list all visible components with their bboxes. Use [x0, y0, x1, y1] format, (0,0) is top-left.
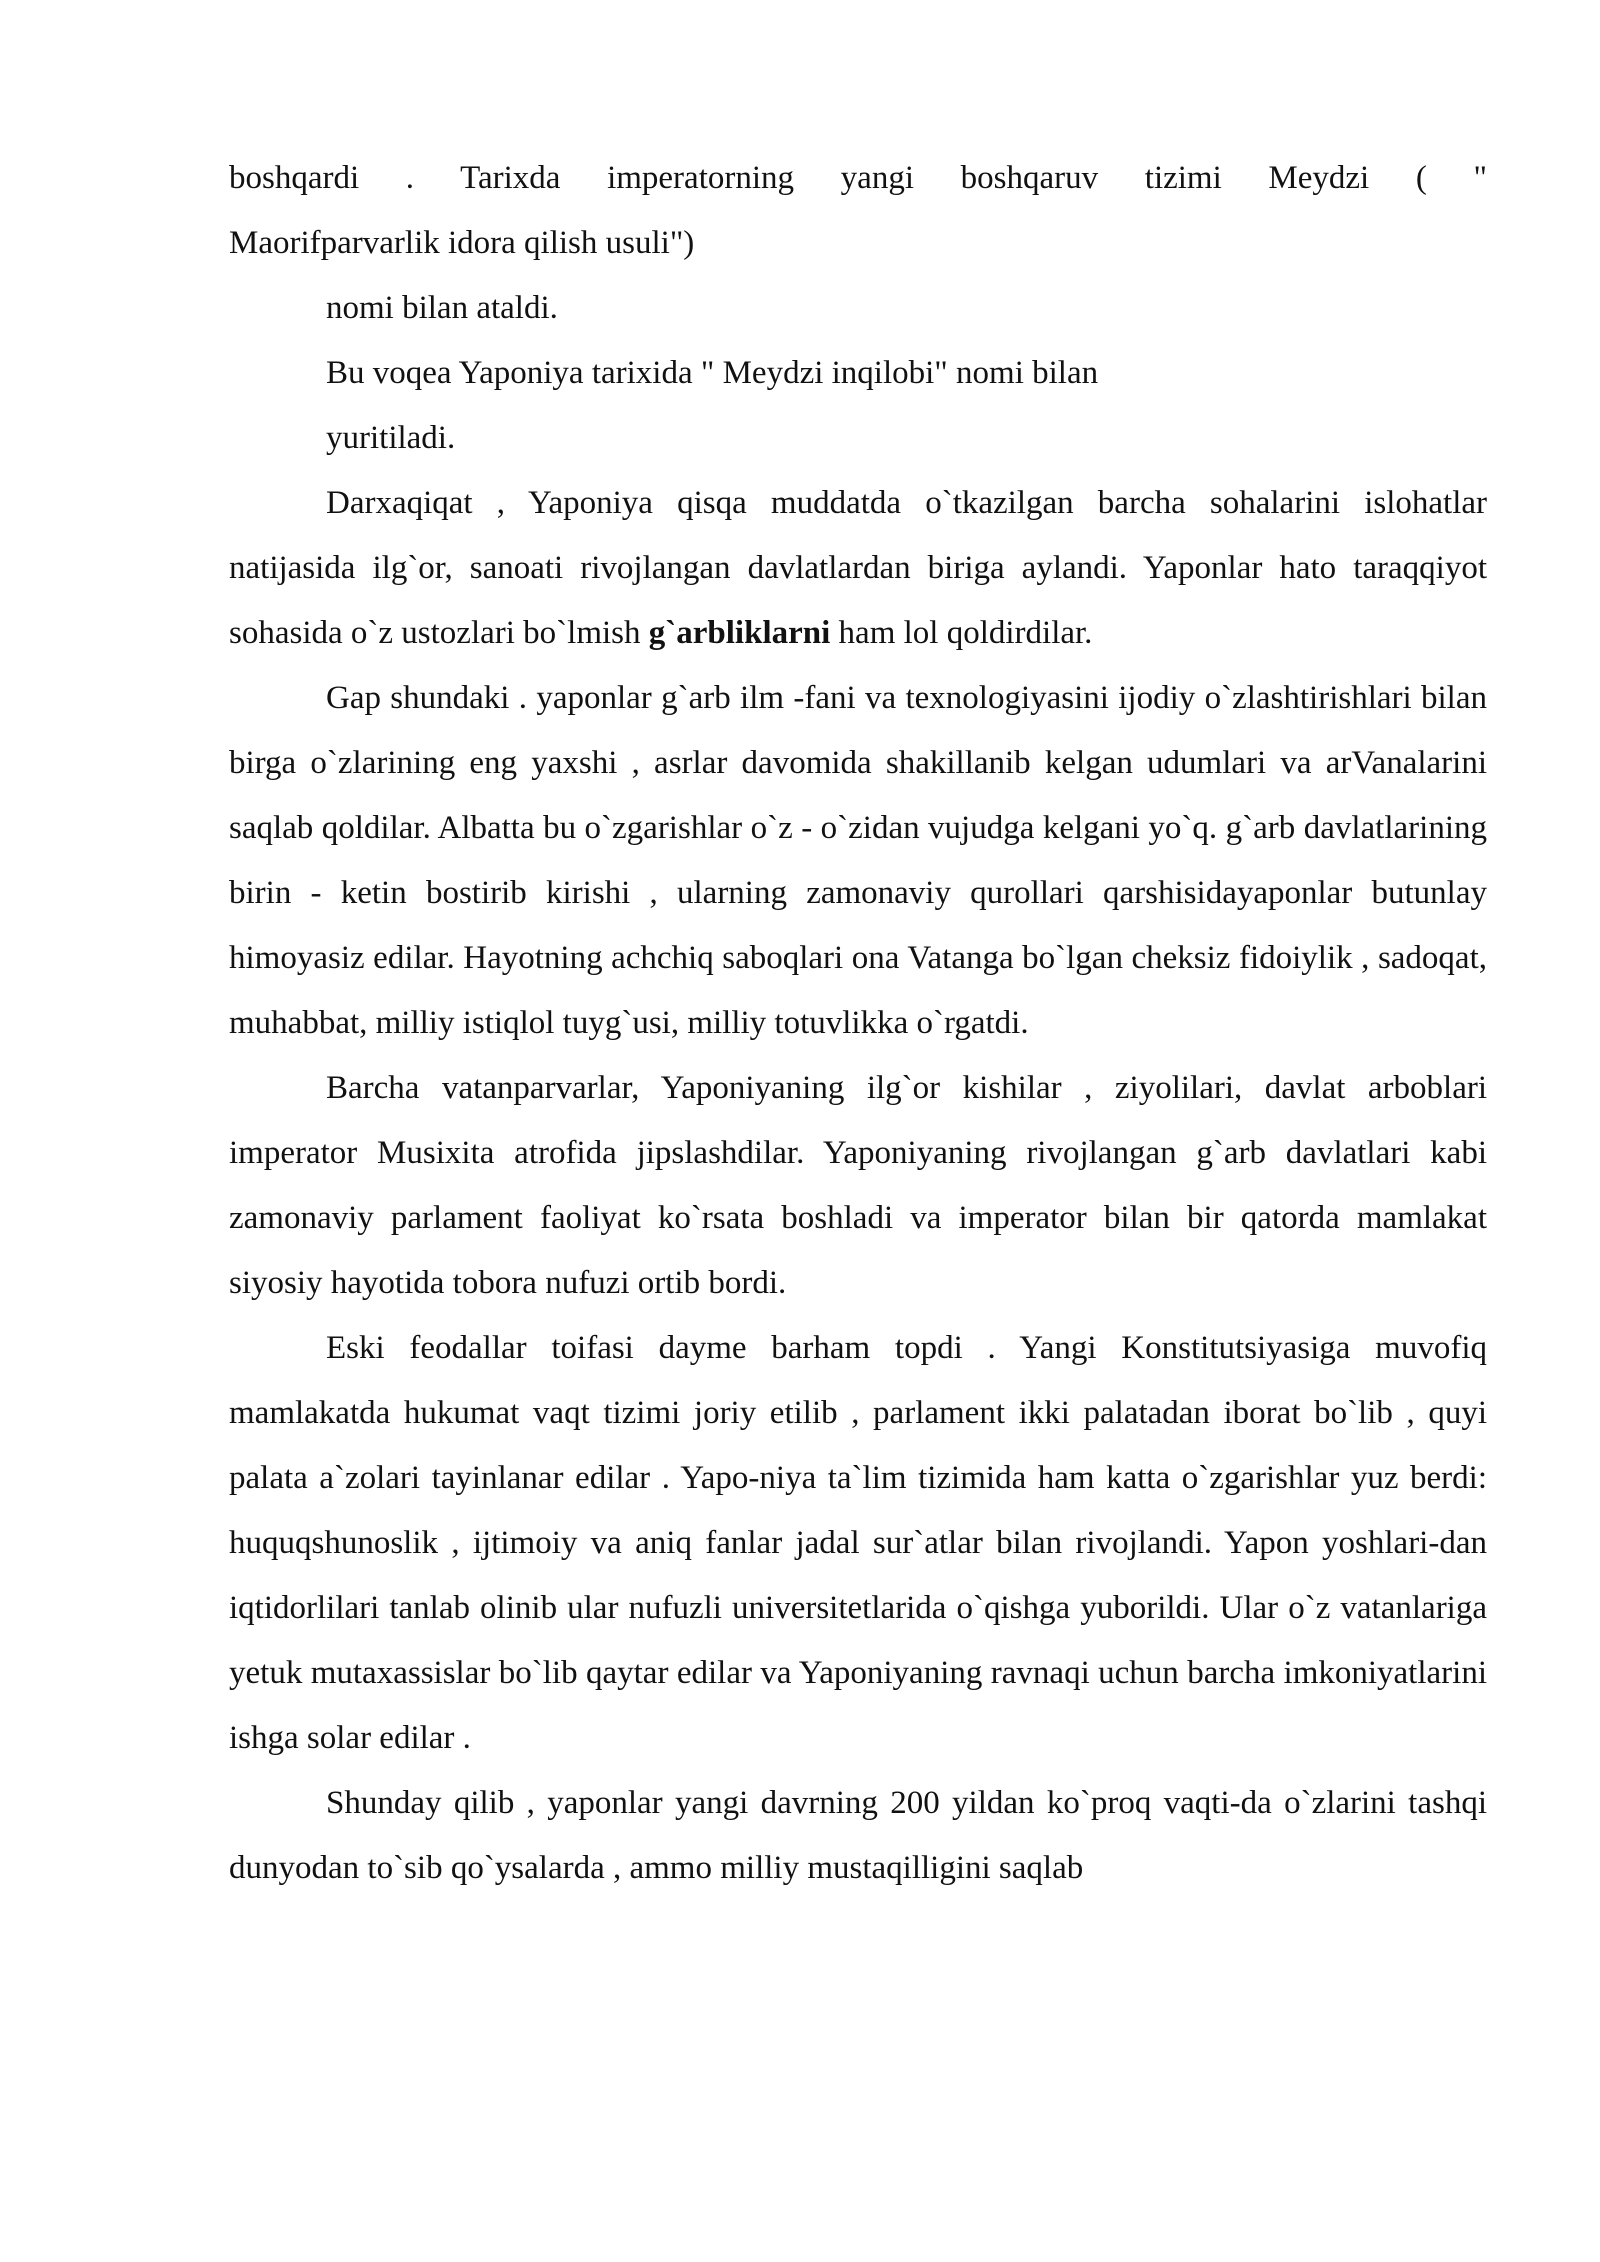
paragraph-4-text-after: ham lol qoldirdilar.	[830, 615, 1093, 651]
paragraph-5: Gap shundaki . yaponlar g`arb ilm -fani va texnologiyasini ijodiy o`zlashtirishlari bilan birga o`zlarining eng yaxshi , asrlar davomida shakillanib kelgan udumlari va arVanalarini saqlab qoldilar. Albatta bu o`zgarishlar o`z - o`zidan vujudga kelgani yo`q. g`arb davlatlarining birin - ketin bostirib kirishi , ularning zamonaviy qurollari qarshisidayaponlar butunlay himoyasiz edilar. Hayotning achchiq saboqlari ona Vatanga bo`lgan cheksiz fidoiylik , sadoqat, muhabbat, milliy istiqlol tuyg`usi, milliy totuvlikka o`rgatdi.	[229, 680, 1487, 1041]
paragraph-0-line-2: Maorifparvarlik idora qilish usuli")	[229, 225, 695, 261]
paragraph-4-text-before: Darxaqiqat , Yaponiya qisqa muddatda o`tkazilgan barcha sohalarini islohatlar natijasida ilg`or, sanoati rivojlangan davlatlardan biriga aylandi. Yaponlar hato taraqqiyot sohasida o`z ustozlari bo`lmish	[229, 485, 1487, 651]
paragraph-0	[229, 146, 1487, 276]
paragraph-6: Barcha vatanparvarlar, Yaponiyaning ilg`or kishilar , ziyolilari, davlat arboblari imperator Musixita atrofida jipslashdilar. Yaponiyaning rivojlangan g`arb davlatlari kabi zamonaviy parlament faoliyat ko`rsata boshladi va imperator bilan bir qatorda mamlakat siyosiy hayotida tobora nufuzi ortib bordi.	[229, 1070, 1487, 1301]
paragraph-0-line-1: boshqardi . Tarixda imperatorning yangi boshqaruv tizimi Meydzi ( "	[229, 160, 1487, 196]
document-body	[229, 146, 1487, 1901]
paragraph-7: Eski feodallar toifasi dayme barham topdi . Yangi Konstitutsiyasiga muvofiq mamlakatda hukumat vaqt tizimi joriy etilib , parlament ikki palatadan iborat bo`lib , quyi palata a`zolari tayinlanar edilar . Yapo-niya ta`lim tizimida ham katta o`zgarishlar yuz berdi: huquqshunoslik , ijtimoiy va aniq fanlar jadal sur`atlar bilan rivojlandi. Yapon yoshlari-dan iqtidorlilari tanlab olinib ular nufuzli universitetlarida o`qishga yuborildi. Ular o`z vatanlariga yetuk mutaxassislar bo`lib qaytar edilar va Yaponiyaning ravnaqi uchun barcha imkoniyatlarini ishga solar edilar .	[229, 1330, 1487, 1756]
paragraph-4	[229, 471, 1487, 666]
paragraph-3: yuritiladi.	[326, 420, 456, 456]
paragraph-4-bold-text: g`arbliklarni	[648, 615, 831, 651]
paragraph-1: nomi bilan ataldi.	[326, 290, 558, 326]
paragraph-8: Shunday qilib , yaponlar yangi davrning 200 yildan ko`proq vaqti-da o`zlarini tashqi dunyodan to`sib qo`ysalarda , ammo milliy mustaqilligini saqlab	[229, 1785, 1487, 1886]
paragraph-2: Bu voqea Yaponiya tarixida " Meydzi inqilobi" nomi bilan	[326, 355, 1099, 391]
